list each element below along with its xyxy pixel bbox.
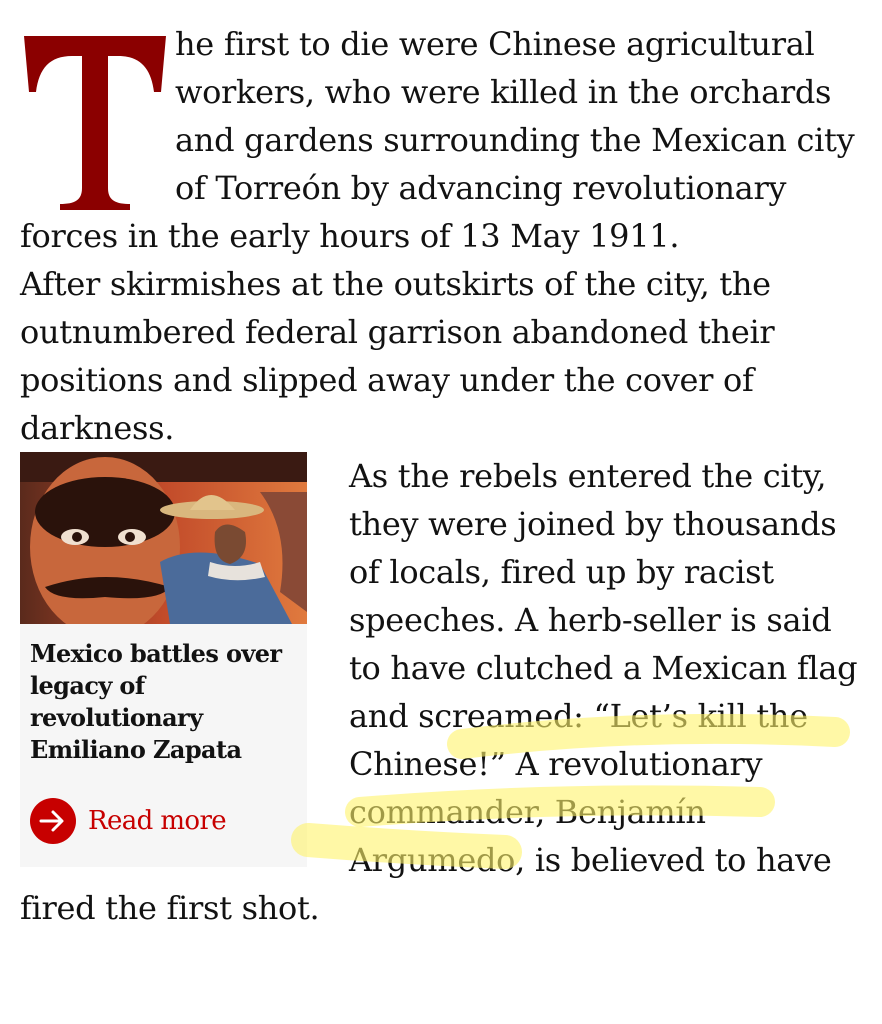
drop-cap-glyph (20, 32, 170, 212)
rich-link-title: Mexico battles over legacy of revolutionary Emiliano Zapata (30, 639, 282, 764)
arrow-right-circle-icon (30, 798, 76, 844)
paragraph-1 (20, 20, 860, 260)
rich-link-thumbnail (20, 452, 307, 624)
paragraph-2: After skirmishes at the outskirts of the city, the outnumbered federal garrison abandoned their positions and slipped away under the cover of darkness. (20, 265, 775, 447)
drop-cap (20, 20, 175, 210)
rich-link-card[interactable] (20, 452, 307, 867)
read-more-label: Read more (88, 806, 227, 836)
read-more-link[interactable] (30, 798, 226, 844)
paragraph-3: As the rebels entered the city, they were joined by thousands of locals, fired up by racist speeches. A herb-seller is said to have clutched a Mexican flag and screamed: “Let’s kill the Chinese!” A revolutionary commander, Benjamín Argumedo, is believed to have fired the first shot. (20, 457, 858, 927)
paragraph-1-text: he first to die were Chinese agricultural workers, who were killed in the orchards and gardens surrounding the Mexican city of Torreón by advancing revolutionary forces in the early hours of 13 May 1911. (20, 25, 855, 255)
article-body (20, 20, 860, 932)
